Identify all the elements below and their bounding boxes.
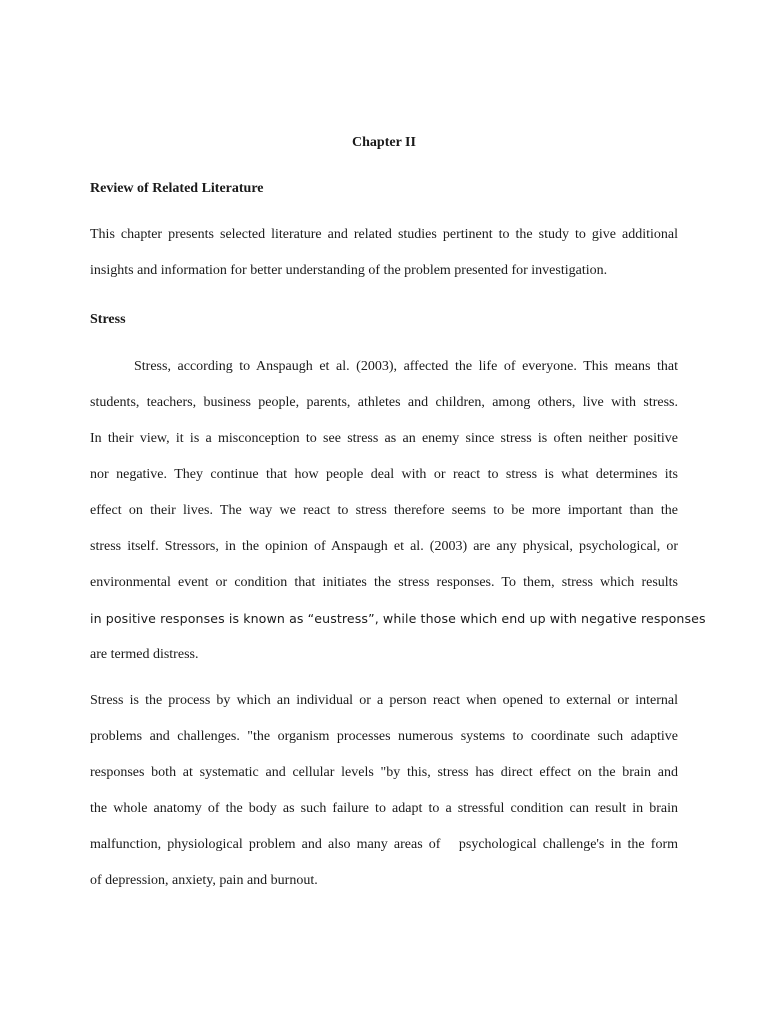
section-title: Review of Related Literature (90, 181, 264, 196)
paragraph1-line-1: Stress, according to Anspaugh et al. (2003), affected the life of everyone. This means that (134, 359, 678, 374)
paragraph1-line-3: In their view, it is a misconception to see stress as an enemy since stress is often neither positive (90, 431, 678, 446)
intro-paragraph (90, 226, 678, 298)
paragraph2-line-1: Stress is the process by which an individual or a person react when opened to external or internal (90, 693, 678, 708)
paragraph1-line-6: stress itself. Stressors, in the opinion of Anspaugh et al. (2003) are any physical, psychological, or (90, 539, 678, 554)
paragraph1-line-2: students, teachers, business people, parents, athletes and children, among others, live with stress. (90, 395, 678, 410)
paragraph2-line-4: the whole anatomy of the body as such failure to adapt to a stressful condition can result in brain (90, 801, 678, 816)
stress-paragraph-1 (90, 358, 706, 682)
paragraph1-line-7: environmental event or condition that initiates the stress responses. To them, stress which results (90, 575, 678, 590)
chapter-title: Chapter II (352, 135, 416, 150)
paragraph2-line-6: of depression, anxiety, pain and burnout. (90, 873, 318, 888)
paragraph1-line-8: in positive responses is known as “eustress”, while those which end up with negative responses (90, 611, 706, 626)
intro-line-1: This chapter presents selected literature and related studies pertinent to the study to give additional (90, 227, 678, 242)
paragraph1-line-5: effect on their lives. The way we react to stress therefore seems to be more important than the (90, 503, 678, 518)
stress-heading: Stress (90, 312, 126, 327)
paragraph2-line-3: responses both at systematic and cellular levels "by this, stress has direct effect on the brain and (90, 765, 678, 780)
paragraph1-line-4: nor negative. They continue that how people deal with or react to stress is what determines its (90, 467, 678, 482)
paragraph2-line-2: problems and challenges. "the organism processes numerous systems to coordinate such adaptive (90, 729, 678, 744)
intro-line-2: insights and information for better understanding of the problem presented for investigation. (90, 263, 608, 278)
paragraph2-line-5: malfunction, physiological problem and also many areas of psychological challenge's in the form (90, 837, 678, 852)
paragraph1-line-9: are termed distress. (90, 647, 199, 662)
stress-paragraph-2 (90, 692, 678, 908)
